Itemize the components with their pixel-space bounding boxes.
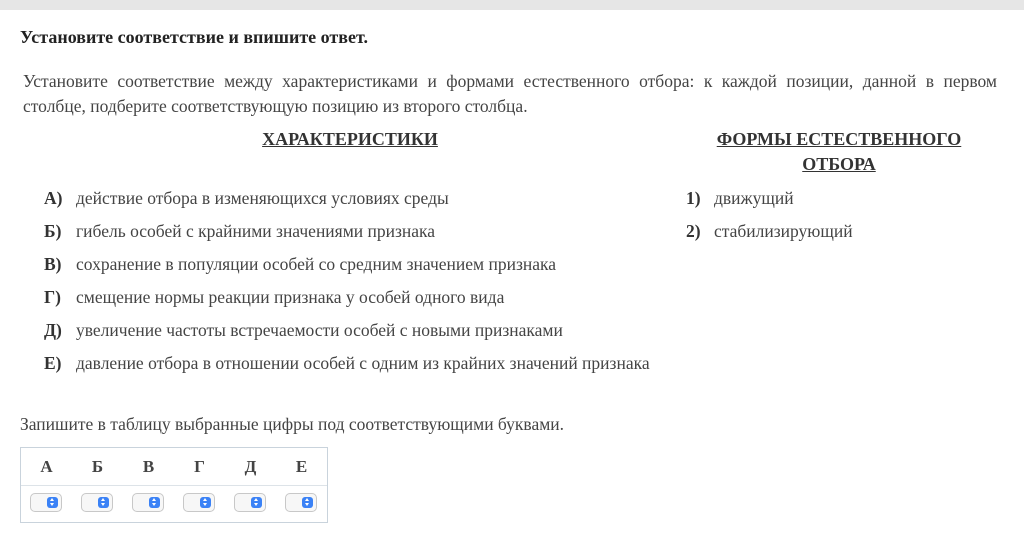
answer-instruction: Запишите в таблицу выбранные цифры под соответствующими буквами. — [20, 414, 565, 434]
task-title: Установите соответствие и впишите ответ. — [20, 27, 368, 47]
characteristic-text: действие отбора в изменяющихся условиях среды — [76, 188, 449, 208]
characteristic-text: гибель особей с крайними значениями признака — [76, 221, 436, 241]
answer-table — [20, 447, 328, 523]
answer-cell-a — [21, 490, 72, 516]
characteristic-letter: А) — [44, 188, 63, 208]
characteristic-text: увеличение частоты встречаемости особей с новыми признаками — [76, 320, 563, 340]
characteristic-text: сохранение в популяции особей со средним значением признака — [76, 254, 557, 274]
characteristic-letter: Б) — [44, 221, 62, 241]
form-number: 1) — [686, 188, 701, 208]
task-instruction: Установите соответствие между характеристиками и формами естественного отбора: к каждой позиции, данной в первом столбце, подберите соответствующую позицию из второго столбца. — [23, 71, 997, 116]
answer-select-v[interactable] — [132, 493, 164, 512]
answer-header-a: А — [40, 457, 53, 476]
answer-select-b[interactable] — [81, 493, 113, 512]
answer-header-d: Д — [244, 457, 257, 476]
select-arrows-icon — [302, 497, 313, 508]
select-arrows-icon — [251, 497, 262, 508]
form-number: 2) — [686, 221, 701, 241]
answer-cell-b — [72, 490, 123, 516]
characteristic-letter: Д) — [44, 320, 62, 340]
characteristic-letter: В) — [44, 254, 62, 274]
top-bar — [0, 0, 1024, 10]
answer-header-v: В — [142, 457, 155, 476]
select-arrows-icon — [47, 497, 58, 508]
answer-select-g[interactable] — [183, 493, 215, 512]
form-text: движущий — [714, 188, 794, 208]
form-text: стабилизирующий — [714, 221, 853, 241]
select-arrows-icon — [200, 497, 211, 508]
select-arrows-icon — [149, 497, 160, 508]
answer-header-b: Б — [91, 457, 104, 476]
characteristic-text: смещение нормы реакции признака у особей одного вида — [76, 287, 505, 307]
characteristic-text: давление отбора в отношении особей с одним из крайних значений признака — [76, 353, 650, 373]
answer-header-e: Е — [295, 457, 308, 476]
answer-select-d[interactable] — [234, 493, 266, 512]
answer-select-e[interactable] — [285, 493, 317, 512]
select-arrows-icon — [98, 497, 109, 508]
answer-cell-v — [123, 490, 174, 516]
table-divider — [21, 485, 327, 486]
answer-select-a[interactable] — [30, 493, 62, 512]
answer-cell-d — [225, 490, 276, 516]
characteristic-letter: Г) — [44, 287, 61, 307]
answer-header-g: Г — [194, 457, 205, 476]
answer-cell-e — [276, 490, 327, 516]
characteristics-heading: ХАРАКТЕРИСТИКИ — [262, 129, 438, 149]
forms-heading: ФОРМЫ ЕСТЕСТВЕННОГО ОТБОРА — [716, 129, 962, 174]
characteristic-letter: Е) — [44, 353, 62, 373]
answer-cell-g — [174, 490, 225, 516]
